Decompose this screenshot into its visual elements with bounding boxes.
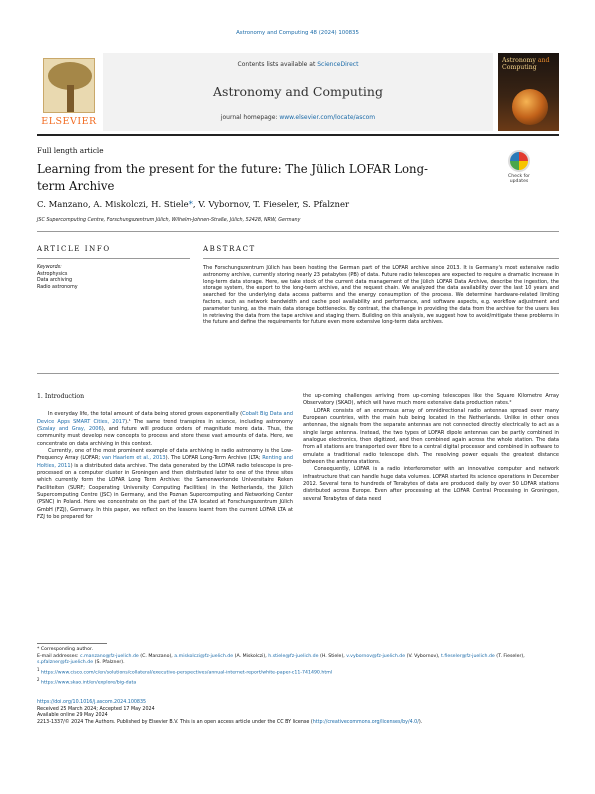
email-link[interactable]: v.vybornov@fz-juelich.de <box>346 653 406 659</box>
paragraph: the up-coming challenges arriving from up-coming telescopes like the Square Kilometre Array Observatory (SKAO), which will have much more extensive data production rates.² <box>303 393 559 407</box>
footnotes <box>37 647 559 688</box>
footnote-1: $^1$ https://www.cisco.com/c/en/solutions/collateral/executive-perspectives/annual-internet-report/white-paper-c11-741490.html <box>37 667 333 676</box>
header-rule <box>37 134 559 136</box>
article-type: Full length article <box>37 146 104 155</box>
elsevier-tree-icon <box>43 58 95 113</box>
footnote-rule <box>37 643 107 644</box>
crossmark-icon <box>508 150 530 172</box>
email-link[interactable]: c.manzano@fz-juelich.de <box>80 653 139 659</box>
authors-rule <box>37 231 559 232</box>
keywords-label: Keywords: <box>37 265 62 270</box>
keyword-item: Astrophysics <box>37 272 68 277</box>
license-link[interactable]: http://creativecommons.org/licenses/by/4.0/ <box>312 719 419 725</box>
citation-link[interactable]: Szalay and Gray, 2006 <box>38 426 102 433</box>
footnote-link[interactable]: https://www.cisco.com/c/en/solutions/collateral/executive-perspectives/annual-internet-report/white-paper-c11-741490.html <box>41 670 333 676</box>
citation-link[interactable]: Cobalt Big Data and Device Apps SMART Cities, 2017 <box>37 411 293 425</box>
paragraph: LOFAR consists of an enormous array of omnidirectional radio antennas spread over many European countries, with the main hub being located in the Netherlands. Unlike in other ones antennas, the signals from the separate antennas are not connected directly electrically to act as a single large antenna. Instead, the two types of LOFAR dipole antennas can be partly combined in analogue electronics, then digitized, and then combined again across the whole station. The data from all stations are transported over fibre to a central digital processor and combined in software to emulate a traditional radio telescope dish. The resolving power equals the greatest distance between the antenna stations. <box>303 407 559 466</box>
homepage-prefix: journal homepage: <box>220 114 280 121</box>
crossmark-label: Check for updates <box>508 174 530 185</box>
article-metadata <box>37 700 559 726</box>
journal-name: Astronomy and Computing <box>213 84 383 99</box>
citation-link[interactable]: van Haarlem et al., 2013 <box>101 455 166 462</box>
available-online: Available online 29 May 2024 <box>37 713 108 719</box>
body-column-left <box>37 393 293 522</box>
footnote-2: $^2$ https://www.skao.int/en/explore/big-data <box>37 677 137 686</box>
masthead <box>37 53 559 131</box>
abstract-rule <box>203 258 559 259</box>
email-addresses: E-mail addresses: c.manzano@fz-juelich.de (C. Manzano), a.miskolczi@fz-juelich.de (A. Miskolczi), h.stiele@fz-juelich.de (H. Stiele), v.vybornov@fz-juelich.de (V. Vybornov), t.fieseler@fz-juelich.de (T. Fieseler), s.pfalzner@fz-juelich.de (S. Pfalzner). <box>37 653 525 666</box>
elsevier-wordmark: ELSEVIER <box>41 116 97 127</box>
author-list: C. Manzano, A. Miskolczi, H. Stiele*, V. Vybornov, T. Fieseler, S. Pfalzner <box>37 200 350 210</box>
crossmark-badge[interactable] <box>499 150 539 188</box>
masthead-box <box>103 53 493 131</box>
sciencedirect-link[interactable]: ScienceDirect <box>317 61 359 68</box>
citation-link[interactable]: Renting and Holties, 2011 <box>37 455 293 469</box>
keyword-item: Radio astronomy <box>37 284 78 290</box>
email-link[interactable]: a.miskolczi@fz-juelich.de <box>174 653 234 659</box>
journal-cover <box>498 53 559 131</box>
paragraph: In everyday life, the total amount of data being stored grows exponentially (Cobalt Big Data and Device Apps SMART Cities, 2017).¹ The same trend transpires in science, including astronomy (Szalay and Gray, 2006), and future will produce orders of magnitude more data. Thus, the community must develop new concepts to process and store these vast amounts of data. Here, we concentrate on data archiving in this context. <box>37 411 293 447</box>
journal-reference[interactable]: Astronomy and Computing 48 (2024) 100835 <box>236 30 359 36</box>
email-link[interactable]: t.fieseler@fz-juelich.de <box>441 653 495 659</box>
abstract-heading: ABSTRACT <box>203 245 256 253</box>
body-column-right <box>303 393 559 503</box>
contents-prefix: Contents lists available at <box>237 61 318 68</box>
paragraph: Consequently, LOFAR is a radio interferometer with an innovative computer and network infrastructure that can handle huge data volumes. LOFAR started its science operations in December 2012. Several tens to hundreds of Terabytes of data are produced daily by over 50 LOFAR stations distributed across Europe. Even after processing at the LOFAR Central Processing in Groningen, several Terabytes of data need <box>303 466 559 502</box>
cover-planet-image <box>512 89 548 125</box>
contents-line <box>103 61 493 68</box>
corresponding-author-mark[interactable]: * <box>188 200 193 210</box>
keywords-list <box>37 272 78 291</box>
abstract-text: The Forschungszentrum Jülich has been hosting the German part of the LOFAR archive since 2013. It is Germany's most extensive radio astronomy archive, currently storing nearly 23 petabytes (PB) of data. Future radio telescopes are expected to require a dramatic increase in long-term data storage. Here, we take stock of the current data management of the Jülich LOFAR Data Archive, describe the ingestion, the storage system, the export to the long-term archive, and the request chain. We analyzed the data availability over the last 10 years and searched for the underlying data access patterns and the energy consumption of the process. We determine hardware-related limiting factors, such as network bandwidth and cache pool availability and performance, and software aspects, e.g. workflow adjustment and parameter tuning, as the main data storage bottlenecks. By contrast, the challenge in providing the data from the archive for the users lies in retrieving the data from the tape archive and staging them. Building on this analysis, we suggest how to avoid/mitigate these problems in the future and define the requirements for future even more extensive long-term data archives. <box>203 265 559 326</box>
email-link[interactable]: s.pfalzner@fz-juelich.de <box>37 660 94 666</box>
abstract-bottom-rule <box>37 373 559 374</box>
article-info-heading: ARTICLE INFO <box>37 245 111 253</box>
homepage-line <box>103 114 493 121</box>
received-dates: Received 25 March 2024; Accepted 17 May 2024 <box>37 706 155 712</box>
article-info-rule <box>37 258 190 259</box>
elsevier-logo <box>37 53 101 131</box>
homepage-link[interactable]: www.elsevier.com/locate/ascom <box>279 114 376 121</box>
keyword-item: Data archiving <box>37 278 73 284</box>
paragraph: Currently, one of the most prominent example of data archiving in radio astronomy is the Low-Frequency Array (LOFAR; van Haarlem et al., 2013). The LOFAR Long-Term Archive (LTA; Renting and Holties, 2011) is a distributed data archive. The data generated by the LOFAR radio telescope is pre-processed on a computer cluster in Groningen and then distributed later to one of the three sites which currently form the LOFAR Long Term Archive: the Samenwerkende Universitaire Reken Faciliteiten (SURF; Cooperating University Computing Facilities) in the Netherlands, the Jülich Supercomputing Centre (JSC) in Germany, and the Poznan Supercomputing and Networking Center (PSNC) in Poland. Here we concentrate on the part of the LTA located at Forschungszentrum Jülich GmbH (FZJ), Germany. In this paper, we reflect on the lessons learnt from the current LOFAR LTA at FZJ to be prepared for <box>37 448 294 521</box>
corresponding-author-note: * Corresponding author. <box>37 647 94 652</box>
article-title: Learning from the present for the future: The Jülich LOFAR Long-term Archive <box>37 162 428 193</box>
email-link[interactable]: h.stiele@fz-juelich.de <box>268 653 319 659</box>
section-heading-introduction: 1. Introduction <box>37 393 85 400</box>
affiliation: JSC Supercomputing Centre, Forschungszentrum Jülich, Wilhelm-Johnen-Straße, Jülich, 52428, NRW, Germany <box>37 218 301 223</box>
cover-title: Astronomy and Computing <box>502 57 550 71</box>
footnote-link[interactable]: https://www.skao.int/en/explore/big-data <box>41 680 137 686</box>
doi-link[interactable]: https://doi.org/10.1016/j.ascom.2024.100835 <box>37 700 147 705</box>
license-statement: 2213-1337/© 2024 The Authors. Published by Elsevier B.V. This is an open access article under the CC BY license (http://creativecommons.org/licenses/by/4.0/). <box>37 719 423 725</box>
